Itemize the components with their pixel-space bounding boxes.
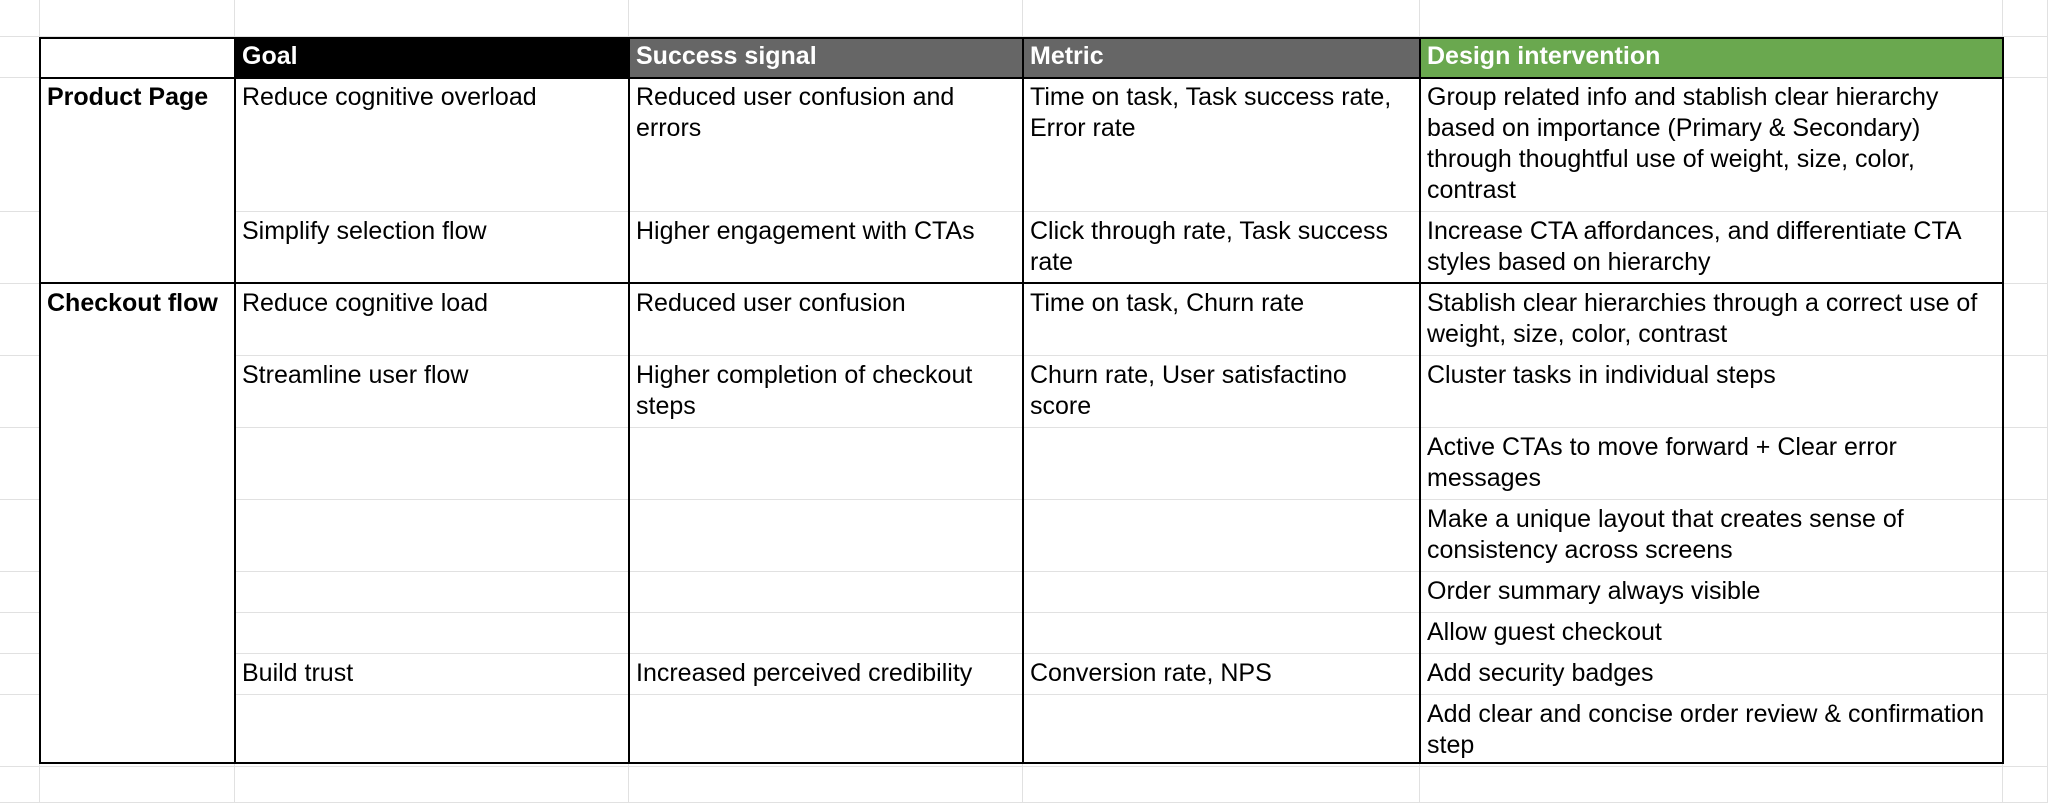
goal-cell[interactable] [235,428,629,500]
section-label-checkout-flow[interactable]: Checkout flow [40,284,235,767]
goal-cell[interactable]: Reduce cognitive overload [235,78,629,212]
success-signal-cell[interactable]: Reduced user confusion [629,284,1023,356]
empty-cell[interactable] [2003,212,2048,284]
empty-cell[interactable] [2003,767,2048,803]
empty-cell[interactable] [2003,356,2048,428]
design-intervention-cell[interactable]: Add security badges [1420,654,2003,695]
goal-cell[interactable]: Streamline user flow [235,356,629,428]
goal-cell[interactable] [235,613,629,654]
empty-cell[interactable] [0,356,40,428]
empty-cell[interactable] [0,695,40,767]
empty-cell[interactable] [40,37,235,78]
metric-cell[interactable]: Time on task, Task success rate, Error rate [1023,78,1420,212]
empty-cell[interactable] [2003,284,2048,356]
design-intervention-cell[interactable]: Increase CTA affordances, and differentiate CTA styles based on hierarchy [1420,212,2003,284]
empty-cell[interactable] [2003,695,2048,767]
empty-cell[interactable] [235,767,629,803]
goal-cell[interactable] [235,572,629,613]
success-signal-cell[interactable]: Reduced user confusion and errors [629,78,1023,212]
design-intervention-cell[interactable]: Cluster tasks in individual steps [1420,356,2003,428]
design-intervention-cell[interactable]: Add clear and concise order review & confirmation step [1420,695,2003,767]
success-signal-cell[interactable] [629,572,1023,613]
metric-cell[interactable]: Time on task, Churn rate [1023,284,1420,356]
empty-cell[interactable] [2003,572,2048,613]
empty-cell[interactable] [2003,613,2048,654]
success-signal-cell[interactable]: Increased perceived credibility [629,654,1023,695]
design-intervention-cell[interactable]: Group related info and stablish clear hierarchy based on importance (Primary & Secondary) through thoughtful use of weight, size, color, contrast [1420,78,2003,212]
design-intervention-cell[interactable]: Stablish clear hierarchies through a correct use of weight, size, color, contrast [1420,284,2003,356]
empty-cell[interactable] [629,0,1023,37]
metric-cell[interactable] [1023,695,1420,767]
goal-cell[interactable] [235,500,629,572]
empty-cell[interactable] [0,284,40,356]
empty-cell[interactable] [0,613,40,654]
metric-cell[interactable] [1023,500,1420,572]
empty-cell[interactable] [40,767,235,803]
empty-cell[interactable] [0,767,40,803]
empty-cell[interactable] [2003,654,2048,695]
section-label-product-page[interactable]: Product Page [40,78,235,284]
empty-cell[interactable] [1420,767,2003,803]
design-intervention-cell[interactable]: Make a unique layout that creates sense of consistency across screens [1420,500,2003,572]
empty-cell[interactable] [1420,0,2003,37]
empty-cell[interactable] [2003,428,2048,500]
metric-cell[interactable] [1023,572,1420,613]
empty-cell[interactable] [2003,37,2048,78]
empty-cell[interactable] [0,654,40,695]
success-signal-cell[interactable] [629,613,1023,654]
metric-cell[interactable] [1023,613,1420,654]
metric-cell[interactable]: Conversion rate, NPS [1023,654,1420,695]
metric-cell[interactable]: Click through rate, Task success rate [1023,212,1420,284]
metric-cell[interactable]: Churn rate, User satisfactino score [1023,356,1420,428]
success-signal-cell[interactable]: Higher engagement with CTAs [629,212,1023,284]
design-intervention-cell[interactable]: Allow guest checkout [1420,613,2003,654]
success-signal-cell[interactable] [629,428,1023,500]
header-success-signal[interactable]: Success signal [629,37,1023,78]
empty-cell[interactable] [1023,767,1420,803]
goal-cell[interactable]: Reduce cognitive load [235,284,629,356]
empty-cell[interactable] [235,0,629,37]
empty-cell[interactable] [1023,0,1420,37]
empty-cell[interactable] [40,0,235,37]
metric-cell[interactable] [1023,428,1420,500]
design-intervention-cell[interactable]: Active CTAs to move forward + Clear error messages [1420,428,2003,500]
empty-cell[interactable] [0,37,40,78]
empty-cell[interactable] [0,0,40,37]
empty-cell[interactable] [0,212,40,284]
empty-cell[interactable] [629,767,1023,803]
empty-cell[interactable] [0,428,40,500]
empty-cell[interactable] [2003,78,2048,212]
header-design-intervention[interactable]: Design intervention [1420,37,2003,78]
design-intervention-cell[interactable]: Order summary always visible [1420,572,2003,613]
goal-cell[interactable]: Build trust [235,654,629,695]
empty-cell[interactable] [2003,500,2048,572]
goal-cell[interactable] [235,695,629,767]
header-metric[interactable]: Metric [1023,37,1420,78]
success-signal-cell[interactable] [629,695,1023,767]
empty-cell[interactable] [0,500,40,572]
empty-cell[interactable] [0,572,40,613]
empty-cell[interactable] [0,78,40,212]
success-signal-cell[interactable] [629,500,1023,572]
header-goal[interactable]: Goal [235,37,629,78]
success-signal-cell[interactable]: Higher completion of checkout steps [629,356,1023,428]
empty-cell[interactable] [2003,0,2048,37]
goal-cell[interactable]: Simplify selection flow [235,212,629,284]
